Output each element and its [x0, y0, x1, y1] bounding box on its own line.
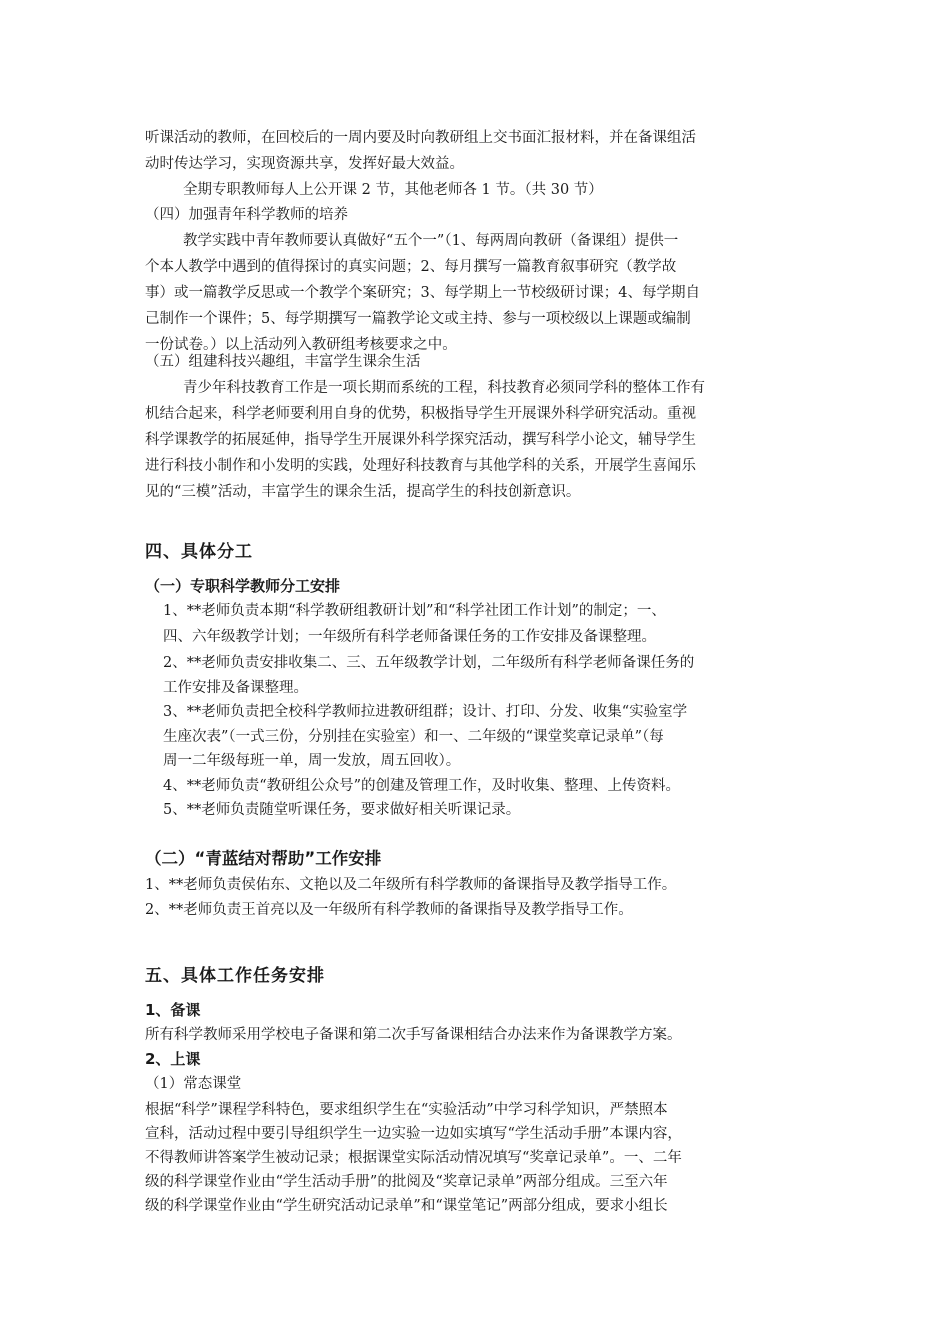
paragraph-line: 事）或一篇教学反思或一个教学个案研究；3、每学期上一节校级研讨课；4、每学期自	[145, 285, 700, 301]
paragraph-line: 级的科学课堂作业由“学生活动手册”的批阅及“奖章记录单”两部分组成。三至六年	[145, 1174, 668, 1190]
paragraph-line: 进行科技小制作和小发明的实践，处理好科技教育与其他学科的关系，开展学生喜闻乐	[145, 458, 696, 474]
list-item: 工作安排及备课整理。	[163, 680, 308, 696]
chapter-heading: 四、具体分工	[145, 542, 253, 562]
list-item: 1、**老师负责本期“科学教研组教研计划”和“科学社团工作计划”的制定；一、	[163, 603, 666, 619]
list-item: 3、**老师负责把全校科学教师拉进教研组群；设计、打印、分发、收集“实验室学	[163, 704, 688, 720]
paragraph-line: 一份试卷。）以上活动列入教研组考核要求之中。	[145, 337, 457, 353]
list-item: 1、**老师负责侯佑东、文艳以及二年级所有科学教师的备课指导及教学指导工作。	[145, 877, 677, 893]
paragraph-line: 动时传达学习，实现资源共享，发挥好最大效益。	[145, 156, 464, 172]
paragraph-line: 所有科学教师采用学校电子备课和第二次手写备课相结合办法来作为备课教学方案。	[145, 1027, 682, 1043]
chapter-heading: 五、具体工作任务安排	[145, 966, 325, 986]
paragraph-line: 科学课教学的拓展延伸，指导学生开展课外科学探究活动，撰写科学小论文，辅导学生	[145, 432, 696, 448]
paragraph-line: 青少年科技教育工作是一项长期而系统的工程，科技教育必须同学科的整体工作有	[183, 380, 705, 396]
paragraph-line: 见的“三模”活动，丰富学生的课余生活，提高学生的科技创新意识。	[145, 484, 581, 500]
subsection-heading: （1）常态课堂	[145, 1076, 242, 1092]
paragraph-line: 级的科学课堂作业由“学生研究活动记录单”和“课堂笔记”两部分组成，要求小组长	[145, 1198, 668, 1214]
paragraph-line: 不得教师讲答案学生被动记录；根据课堂实际活动情况填写“奖章记录单”。一、二年	[145, 1150, 682, 1166]
paragraph-line: 个本人教学中遇到的值得探讨的真实问题；2、每月撰写一篇教育叙事研究（教学故	[145, 259, 677, 275]
section-heading: （五）组建科技兴趣组，丰富学生课余生活	[145, 354, 421, 370]
paragraph-line: 听课活动的教师，在回校后的一周内要及时向教研组上交书面汇报材料，并在备课组活	[145, 130, 696, 146]
paragraph-line: 己制作一个课件；5、每学期撰写一篇教学论文或主持、参与一项校级以上课题或编制	[145, 311, 691, 327]
list-item: 5、**老师负责随堂听课任务，要求做好相关听课记录。	[163, 802, 521, 818]
paragraph-line: 根据“科学”课程学科特色，要求组织学生在“实验活动”中学习科学知识，严禁照本	[145, 1102, 668, 1118]
list-item: 四、六年级教学计划；一年级所有科学老师备课任务的工作安排及备课整理。	[163, 629, 656, 645]
subsection-heading: （二）“青蓝结对帮助”工作安排	[145, 849, 382, 868]
subsection-heading: （一）专职科学教师分工安排	[145, 577, 341, 595]
paragraph-line: 全期专职教师每人上公开课 2 节，其他老师各 1 节。（共 30 节）	[183, 182, 603, 198]
list-item: 2、**老师负责王首亮以及一年级所有科学教师的备课指导及教学指导工作。	[145, 902, 633, 918]
section-heading: （四）加强青年科学教师的培养	[145, 207, 348, 223]
list-item: 生座次表”（一式三份，分别挂在实验室）和一、二年级的“课堂奖章记录单”（每	[163, 729, 664, 745]
paragraph-line: 教学实践中青年教师要认真做好“五个一”（1、每两周向教研（备课组）提供一	[183, 233, 679, 249]
list-item: 2、**老师负责安排收集二、三、五年级教学计划，二年级所有科学老师备课任务的	[163, 655, 695, 671]
list-item: 周一二年级每班一单，周一发放，周五回收）。	[163, 753, 461, 769]
list-item: 4、**老师负责“教研组公众号”的创建及管理工作，及时收集、整理、上传资料。	[163, 778, 681, 794]
paragraph-line: 宣科，活动过程中要引导组织学生一边实验一边如实填写“学生活动手册”本课内容，	[145, 1126, 682, 1142]
paragraph-line: 机结合起来，科学老师要利用自身的优势，积极指导学生开展课外科学研究活动。重视	[145, 406, 696, 422]
item-heading: 1、备课	[145, 1001, 201, 1019]
item-heading: 2、上课	[145, 1050, 201, 1068]
